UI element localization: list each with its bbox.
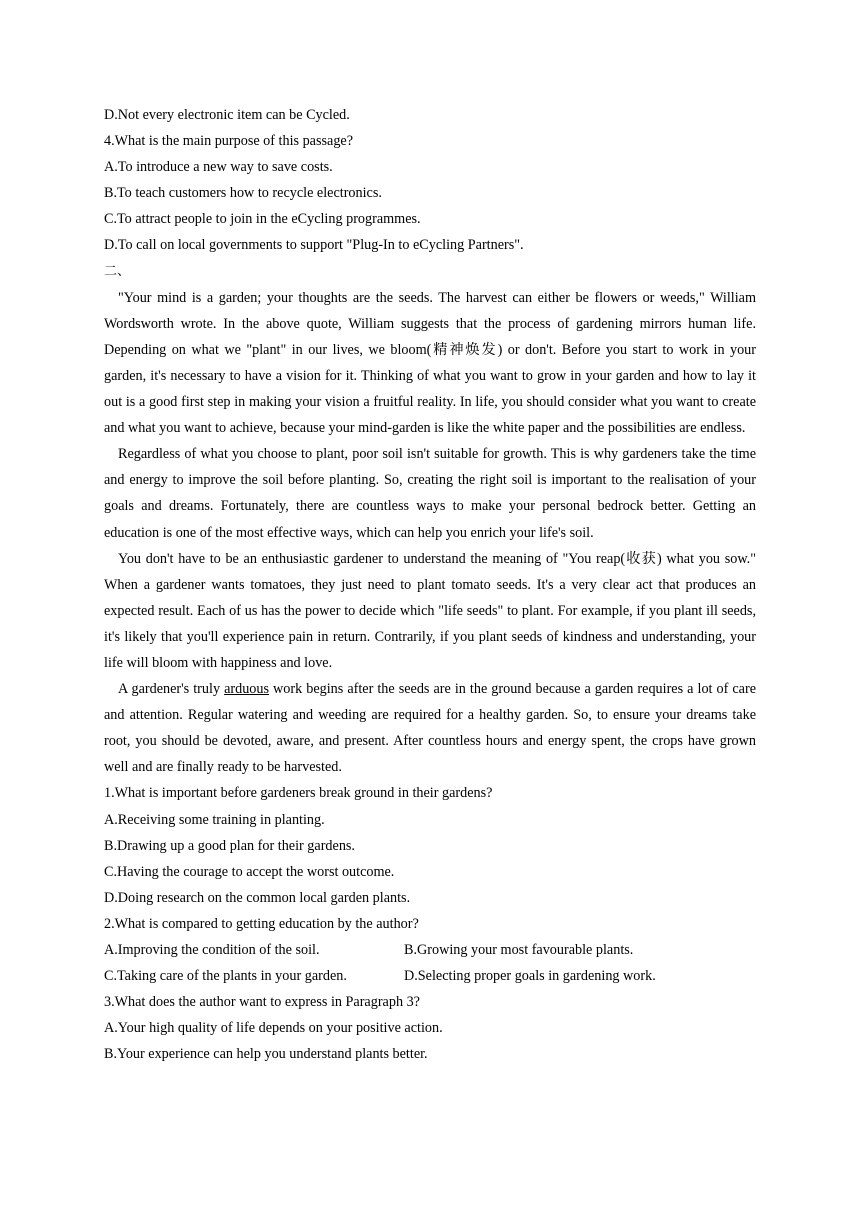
q2-option-c: C.Taking care of the plants in your garden. bbox=[104, 968, 347, 985]
prev-q4-option-a: A.To introduce a new way to save costs. bbox=[104, 159, 333, 176]
q2-options-row-2 bbox=[104, 963, 756, 989]
q1-option-b: B.Drawing up a good plan for their gardens. bbox=[104, 837, 355, 854]
q1-option-a: A.Receiving some training in planting. bbox=[104, 811, 325, 828]
q2-options-row-1 bbox=[104, 937, 756, 963]
paragraph-4-text-after: work begins after the seeds are in the ground because a garden requires a lot of care and attention. Regular watering and weeding are required for a healthy garden. So, to ensure your dreams take root, you should be devoted, aware, and present. After countless hours and energy spent, the crops have grown well and are finally ready to be harvested. bbox=[104, 681, 756, 776]
q1-question: 1.What is important before gardeners break ground in their gardens? bbox=[104, 785, 493, 802]
passage-paragraph-4 bbox=[104, 676, 756, 780]
prev-q3-option-d: D.Not every electronic item can be Cycled. bbox=[104, 107, 350, 123]
prev-q4-option-c: C.To attract people to join in the eCycling programmes. bbox=[104, 211, 421, 228]
prev-q4-question: 4.What is the main purpose of this passage? bbox=[104, 133, 354, 150]
underlined-word-arduous: arduous bbox=[224, 681, 269, 698]
passage-paragraph-1: "Your mind is a garden; your thoughts are the seeds. The harvest can either be flowers or weeds," William Wordsworth wrote. In the above quote, William suggests that the process of gardening mirrors human life. Depending on what we "plant" in our lives, we bloom(精神焕发) or don't. Before you start to work in your garden, it's necessary to have a vision for it. Thinking of what you want to grow in your garden and how to lay it out is a good first step in making your vision a fruitful reality. In life, you should consider what you want to create and what you want to achieve, because your mind-garden is like the white paper and the possibilities are endless. bbox=[104, 289, 756, 437]
passage-paragraph-2: Regardless of what you choose to plant, poor soil isn't suitable for growth. This is why gardeners take the time and energy to improve the soil before planting. So, creating the right soil is important to the realisation of your goals and dreams. Fortunately, there are countless ways to make your personal bedrock better. Getting an education is one of the most effective ways, which can help you enrich your life's soil. bbox=[104, 446, 756, 541]
passage-paragraph-3: You don't have to be an enthusiastic gardener to understand the meaning of "You reap(收获) what you sow." When a gardener wants tomatoes, they just need to plant tomato seeds. It's a very clear act that produces an expected result. Each of us has the power to decide which "life seeds" to plant. For example, if you plant ill seeds, it's likely that you'll experience pain in return. Contrarily, if you plant seeds of kindness and understanding, your life will bloom with happiness and love. bbox=[104, 550, 756, 671]
q1-option-c: C.Having the courage to accept the worst outcome. bbox=[104, 863, 395, 880]
document-page bbox=[104, 102, 756, 1067]
prev-q4-option-d: D.To call on local governments to support "Plug-In to eCycling Partners". bbox=[104, 237, 524, 254]
q3-option-a: A.Your high quality of life depends on your positive action. bbox=[104, 1020, 443, 1037]
section-two-marker: 二、 bbox=[104, 263, 131, 279]
q3-question: 3.What does the author want to express in Paragraph 3? bbox=[104, 994, 420, 1011]
q2-option-b: B.Growing your most favourable plants. bbox=[404, 942, 634, 958]
prev-q4-option-b: B.To teach customers how to recycle electronics. bbox=[104, 185, 382, 202]
q3-option-b: B.Your experience can help you understand plants better. bbox=[104, 1046, 428, 1063]
paragraph-4-text-before: A gardener's truly bbox=[118, 681, 225, 698]
q1-option-d: D.Doing research on the common local garden plants. bbox=[104, 889, 411, 906]
q2-option-d: D.Selecting proper goals in gardening work. bbox=[404, 968, 656, 985]
q2-option-a: A.Improving the condition of the soil. bbox=[104, 942, 320, 958]
q2-question: 2.What is compared to getting education by the author? bbox=[104, 915, 419, 932]
